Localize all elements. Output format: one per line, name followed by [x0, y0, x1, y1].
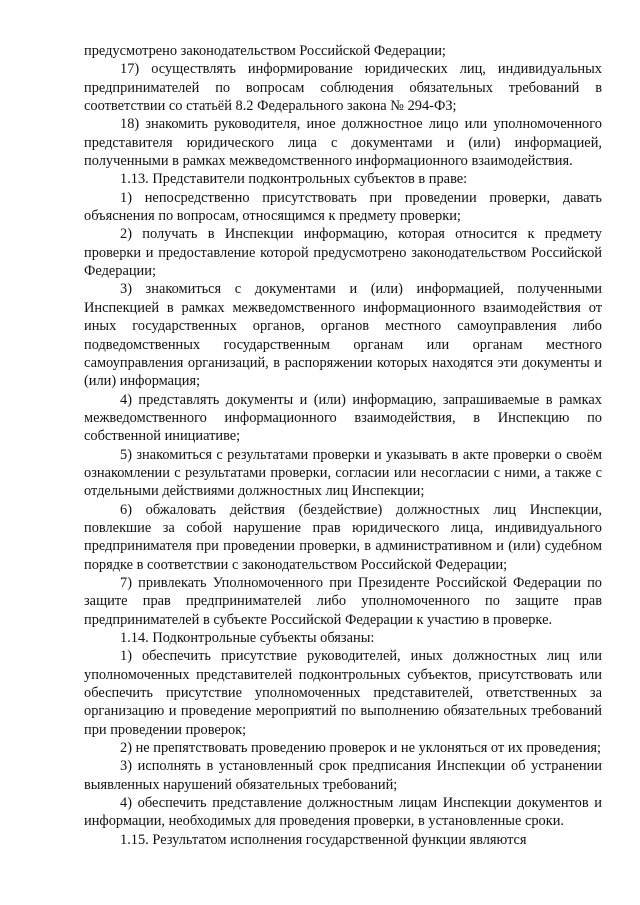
paragraph-right-4: 4) представлять документы и (или) информацию, запрашиваемые в рамках межведомственного информационного взаимодействия, в Инспекцию по собственной инициативе; [84, 391, 602, 445]
paragraph-right-6: 6) обжаловать действия (бездействие) должностных лиц Инспекции, повлекшие за собой нарушение прав юридического лица, индивидуального предпринимателя при проведении проверки, в административном и (или) судебном порядке в соответствии с законодательством Российской Федерации; [84, 501, 602, 573]
paragraph-duty-4: 4) обеспечить представление должностным лицам Инспекции документов и информации, необходимых для проведения проверки, в установленные сроки. [84, 795, 602, 830]
section-heading-1-15: 1.15. Результатом исполнения государственной функции являются [120, 831, 527, 848]
paragraph-right-2: 2) получать в Инспекции информацию, которая относится к предмету проверки и предоставление которой предусмотрено законодательством Российской Федерации; [84, 226, 602, 280]
paragraph-continuation: предусмотрено законодательством Российской Федерации; [84, 43, 446, 59]
paragraph-right-5: 5) знакомиться с результатами проверки и указывать в акте проверки о своём ознакомлении с результатами проверки, согласии или несогласии с ними, а также с отдельными действиями должностных лиц Инспекции; [84, 446, 602, 500]
section-heading-1-13: 1.13. Представители подконтрольных субъектов в праве: [120, 171, 468, 188]
paragraph-item-18: 18) знакомить руководителя, иное должностное лицо или уполномоченного представителя юридического лица с документами и (или) информацией, полученными в рамках межведомственного информационного взаимодействия. [84, 116, 602, 170]
paragraph-item-17: 17) осуществлять информирование юридических лиц, индивидуальных предпринимателей по вопросам соблюдения обязательных требований в соответствии со статьёй 8.2 Федерального закона № 294-ФЗ; [84, 61, 602, 115]
paragraph-right-7: 7) привлекать Уполномоченного при Президенте Российской Федерации по защите прав предпринимателей либо уполномоченного по защите прав предпринимателей в субъекте Российской Федерации к участию в проверке. [84, 574, 602, 628]
paragraph-duty-2: 2) не препятствовать проведению проверок и не уклоняться от их проведения; [120, 740, 602, 757]
paragraph-duty-3: 3) исполнять в установленный срок предписания Инспекции об устранении выявленных нарушений обязательных требований; [84, 758, 602, 793]
section-heading-1-14: 1.14. Подконтрольные субъекты обязаны: [120, 630, 375, 646]
document-page [84, 42, 602, 849]
paragraph-duty-1: 1) обеспечить присутствие руководителей, иных должностных лиц или уполномоченных представителей подконтрольных субъектов, присутствовать или обеспечить присутствие уполномоченных представителей, ответственных за организацию и проведение мероприятий по выполнению обязательных требований при проведении проверок; [84, 648, 602, 738]
paragraph-right-1: 1) непосредственно присутствовать при проведении проверки, давать объяснения по вопросам, относящимся к предмету проверки; [84, 189, 602, 225]
paragraph-right-3: 3) знакомиться с документами и (или) информацией, полученными Инспекцией в рамках межведомственного информационного взаимодействия от иных государственных органов, органов местного самоуправления либо подведомственных государственным органам или органам местного самоуправления организаций, в распоряжении которых находятся эти документы и (или) информация; [84, 281, 602, 390]
